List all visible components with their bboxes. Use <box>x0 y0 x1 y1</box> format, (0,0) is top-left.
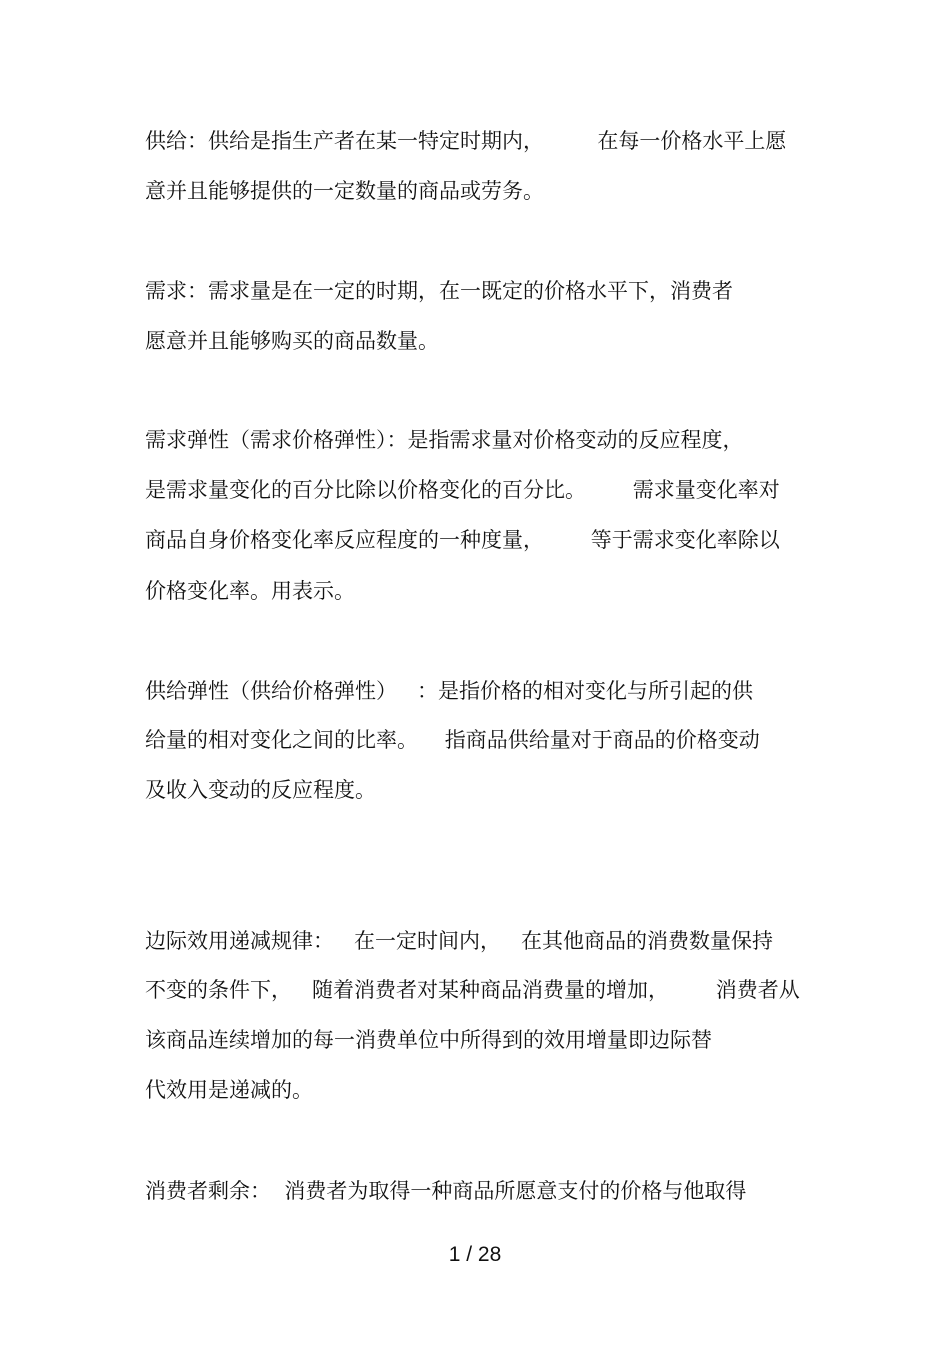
page-indicator: 1 / 28 <box>448 1243 502 1266</box>
text-line: 价格变化率。用表示。 <box>145 579 355 603</box>
text-line: 该商品连续增加的每一消费单位中所得到的效用增量即边际替 <box>145 1028 712 1052</box>
text-line: 及收入变动的反应程度。 <box>145 778 376 802</box>
text-line: 供给弹性（供给价格弹性） ：是指价格的相对变化与所引起的供 <box>145 679 754 703</box>
text-line: 愿意并且能够购买的商品数量。 <box>145 329 439 353</box>
text-line: 是需求量变化的百分比除以价格变化的百分比。 需求量变化率对 <box>145 478 780 502</box>
text-line: 供给：供给是指生产者在某一特定时期内， 在每一价格水平上愿 <box>145 129 787 153</box>
text-line: 需求：需求量是在一定的时期，在一既定的价格水平下，消费者 <box>145 279 733 303</box>
text-line: 需求弹性（需求价格弹性）：是指需求量对价格变动的反应程度， <box>145 428 744 452</box>
text-line: 消费者剩余： 消费者为取得一种商品所愿意支付的价格与他取得 <box>145 1179 747 1203</box>
text-line: 商品自身价格变化率反应程度的一种度量， 等于需求变化率除以 <box>145 528 780 552</box>
text-line: 代效用是递减的。 <box>145 1078 313 1102</box>
text-line: 边际效用递减规律： 在一定时间内， 在其他商品的消费数量保持 <box>145 929 774 953</box>
text-line: 意并且能够提供的一定数量的商品或劳务。 <box>145 179 544 203</box>
text-line: 不变的条件下， 随着消费者对某种商品消费量的增加， 消费者从 <box>145 978 800 1002</box>
text-line: 给量的相对变化之间的比率。 指商品供给量对于商品的价格变动 <box>145 728 760 752</box>
